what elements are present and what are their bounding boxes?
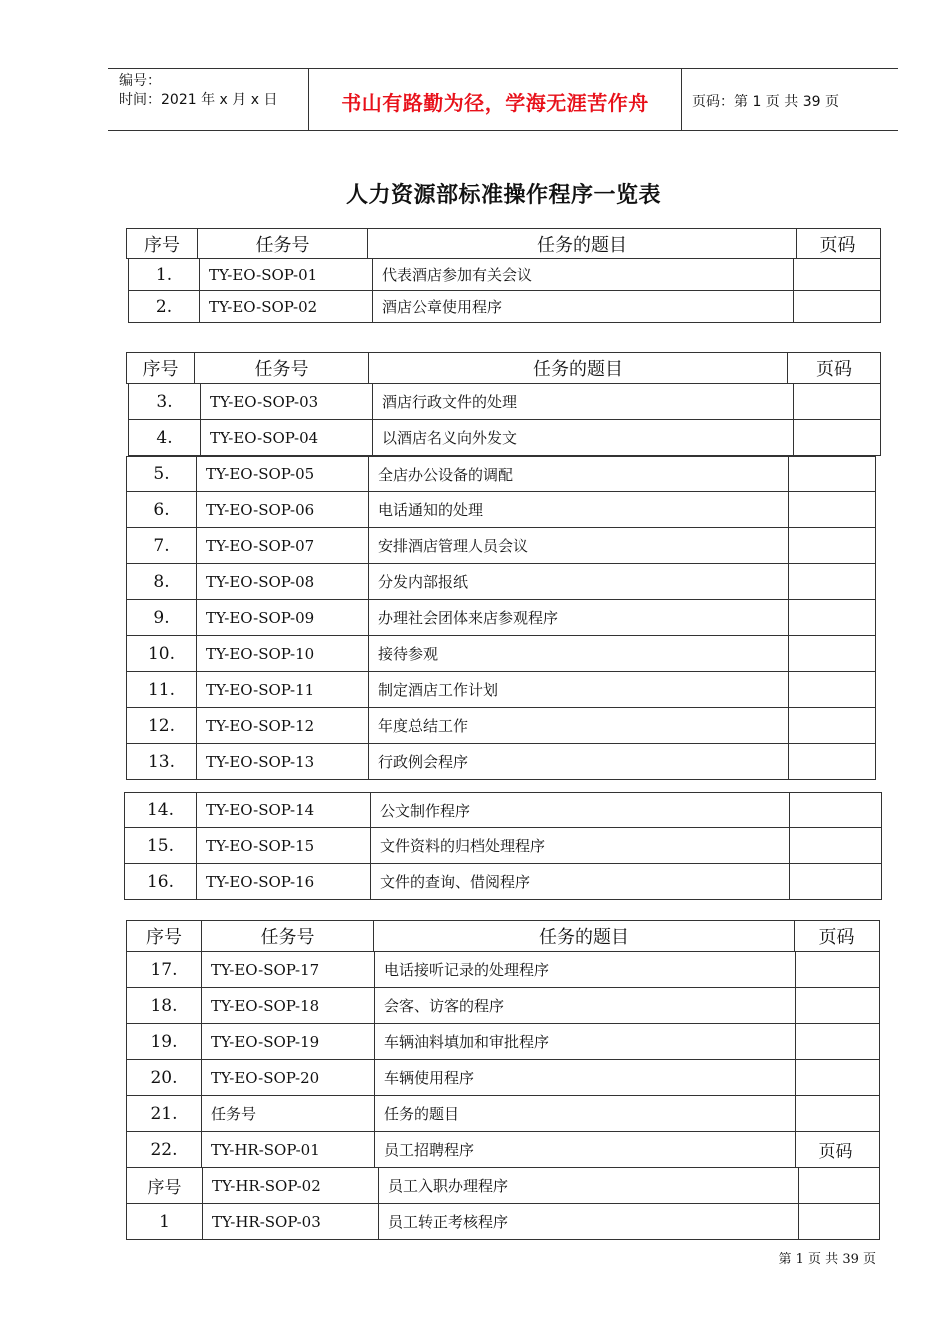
task-code: TY-HR-SOP-03	[203, 1204, 379, 1239]
page-number	[794, 384, 880, 419]
page-number	[794, 420, 880, 455]
document-title: 人力资源部标准操作程序一览表	[345, 183, 661, 208]
row-number: 20.	[127, 1060, 202, 1095]
table-header-row	[126, 228, 881, 259]
task-title: 车辆油料填加和审批程序	[375, 1024, 796, 1059]
table-row	[126, 456, 876, 492]
header-page-number: 页码	[819, 234, 856, 256]
page-number	[794, 291, 880, 322]
task-title: 酒店公章使用程序	[373, 291, 794, 322]
task-title: 员工入职办理程序	[379, 1168, 799, 1203]
page-number	[789, 564, 875, 599]
task-code: TY-EO-SOP-14	[197, 793, 371, 827]
task-title: 电话接听记录的处理程序	[375, 952, 796, 987]
task-title: 分发内部报纸	[369, 564, 789, 599]
task-code: TY-EO-SOP-06	[197, 492, 369, 527]
task-title: 行政例会程序	[369, 744, 789, 779]
row-number: 10.	[127, 636, 197, 671]
page-number	[789, 636, 875, 671]
page-number	[789, 708, 875, 743]
table-row	[126, 1168, 880, 1204]
task-code: TY-EO-SOP-05	[197, 457, 369, 491]
header-page-info: 页码：第 1 页 共 39 页	[692, 93, 839, 110]
row-number: 7.	[127, 528, 197, 563]
task-code: TY-EO-SOP-08	[197, 564, 369, 599]
header-row-number: 序号	[127, 353, 195, 383]
header-task-title: 任务的题目	[374, 921, 795, 951]
date-label: 时间：2021 年 x 月 x 日	[119, 92, 278, 108]
task-title: 文件资料的归档处理程序	[371, 828, 790, 863]
table-row	[126, 1096, 880, 1132]
page-number	[790, 828, 881, 863]
page-number	[789, 457, 875, 491]
page-number	[796, 1096, 875, 1131]
task-code: TY-EO-SOP-04	[201, 420, 373, 455]
header-task-code: 任务号	[202, 921, 374, 951]
header-page-number: 页码	[816, 359, 852, 380]
page-number	[796, 952, 875, 987]
table-row	[126, 1132, 880, 1168]
row-number: 1	[127, 1204, 203, 1239]
table-row	[126, 1204, 880, 1240]
table-row	[126, 952, 880, 988]
task-code: 任务号	[202, 1096, 375, 1131]
row-number: 16.	[125, 864, 197, 899]
task-title: 车辆使用程序	[375, 1060, 796, 1095]
page-number	[796, 1060, 875, 1095]
task-title: 会客、访客的程序	[375, 988, 796, 1023]
task-code: TY-EO-SOP-10	[197, 636, 369, 671]
task-title: 办理社会团体来店参观程序	[369, 600, 789, 635]
header-task-code: 任务号	[198, 229, 368, 258]
header-task-code: 任务号	[195, 353, 369, 383]
row-number: 1.	[129, 259, 200, 290]
page-number	[789, 528, 875, 563]
task-title: 制定酒店工作计划	[369, 672, 789, 707]
sop-table-5	[126, 920, 880, 1240]
page-number	[789, 744, 875, 779]
row-number: 11.	[127, 672, 197, 707]
sop-table-1	[126, 228, 881, 323]
table-row	[128, 291, 881, 323]
table-row	[126, 1024, 880, 1060]
page-number	[796, 1024, 875, 1059]
row-number: 8.	[127, 564, 197, 599]
serial-number-label: 编号：	[119, 73, 161, 89]
motto: 书山有路勤为径，学海无涯苦作舟	[309, 69, 682, 130]
table-row	[126, 600, 876, 636]
task-code: TY-EO-SOP-07	[197, 528, 369, 563]
row-number: 9.	[127, 600, 197, 635]
table-row	[126, 528, 876, 564]
row-number: 3.	[129, 384, 201, 419]
row-number: 21.	[127, 1096, 202, 1131]
row-number: 22.	[127, 1132, 202, 1167]
task-title: 文件的查询、借阅程序	[371, 864, 790, 899]
task-title: 员工转正考核程序	[379, 1204, 799, 1239]
row-number: 15.	[125, 828, 197, 863]
page-number	[789, 492, 875, 527]
table-row	[126, 636, 876, 672]
page-number	[789, 672, 875, 707]
row-number: 18.	[127, 988, 202, 1023]
table-header-row	[126, 352, 881, 384]
row-number: 19.	[127, 1024, 202, 1059]
table-row	[124, 792, 882, 828]
row-number: 14.	[125, 793, 197, 827]
table-row	[126, 492, 876, 528]
header-task-title: 任务的题目	[368, 229, 797, 258]
task-code: TY-HR-SOP-02	[203, 1168, 379, 1203]
header-page-number: 页码	[818, 927, 855, 948]
task-title: 安排酒店管理人员会议	[369, 528, 789, 563]
task-code: TY-EO-SOP-12	[197, 708, 369, 743]
task-code: TY-EO-SOP-15	[197, 828, 371, 863]
table-row	[126, 564, 876, 600]
table-row	[124, 864, 882, 900]
task-code: TY-EO-SOP-01	[200, 259, 373, 290]
task-code: TY-EO-SOP-11	[197, 672, 369, 707]
task-title: 年度总结工作	[369, 708, 789, 743]
page-number	[794, 259, 880, 290]
task-title: 公文制作程序	[371, 793, 790, 827]
row-number: 17.	[127, 952, 202, 987]
task-code: TY-EO-SOP-18	[202, 988, 375, 1023]
sop-table-3	[126, 456, 876, 780]
task-title: 电话通知的处理	[369, 492, 789, 527]
task-title: 以酒店名义向外发文	[373, 420, 794, 455]
table-row	[126, 744, 876, 780]
task-title: 任务的题目	[375, 1096, 796, 1131]
table-row	[128, 420, 881, 456]
task-code: TY-EO-SOP-17	[202, 952, 375, 987]
page-number	[799, 1168, 879, 1203]
task-code: TY-EO-SOP-03	[201, 384, 373, 419]
table-row	[126, 1060, 880, 1096]
task-code: TY-EO-SOP-09	[197, 600, 369, 635]
table-row	[124, 828, 882, 864]
header-row-number: 序号	[127, 921, 202, 951]
task-code: TY-EO-SOP-02	[200, 291, 373, 322]
task-code: TY-EO-SOP-19	[202, 1024, 375, 1059]
task-title: 员工招聘程序	[375, 1132, 796, 1167]
table-header-row	[126, 920, 880, 952]
page-header	[108, 68, 898, 131]
row-number: 12.	[127, 708, 197, 743]
sop-table-4	[124, 792, 882, 900]
sop-table-2	[126, 352, 881, 456]
task-code: TY-EO-SOP-13	[197, 744, 369, 779]
task-title: 代表酒店参加有关会议	[373, 259, 794, 290]
task-title: 全店办公设备的调配	[369, 457, 789, 491]
row-number: 4.	[129, 420, 201, 455]
task-title: 接待参观	[369, 636, 789, 671]
table-row	[128, 259, 881, 291]
task-code: TY-EO-SOP-20	[202, 1060, 375, 1095]
row-number: 序号	[127, 1168, 203, 1203]
row-number: 2.	[129, 291, 200, 322]
table-row	[126, 708, 876, 744]
task-code: TY-EO-SOP-16	[197, 864, 371, 899]
page-number	[790, 864, 881, 899]
page-number	[789, 600, 875, 635]
page-number: 页码	[818, 1142, 853, 1162]
header-task-title: 任务的题目	[369, 353, 788, 383]
page-number	[796, 988, 875, 1023]
page-footer: 第 1 页 共 39 页	[778, 1252, 876, 1267]
page-number	[799, 1204, 879, 1239]
header-meta	[108, 69, 309, 130]
row-number: 13.	[127, 744, 197, 779]
row-number: 6.	[127, 492, 197, 527]
table-row	[126, 988, 880, 1024]
header-row-number: 序号	[127, 229, 198, 258]
task-code: TY-HR-SOP-01	[202, 1132, 375, 1167]
row-number: 5.	[127, 457, 197, 491]
task-title: 酒店行政文件的处理	[373, 384, 794, 419]
page-number	[790, 793, 881, 827]
table-row	[128, 384, 881, 420]
table-row	[126, 672, 876, 708]
